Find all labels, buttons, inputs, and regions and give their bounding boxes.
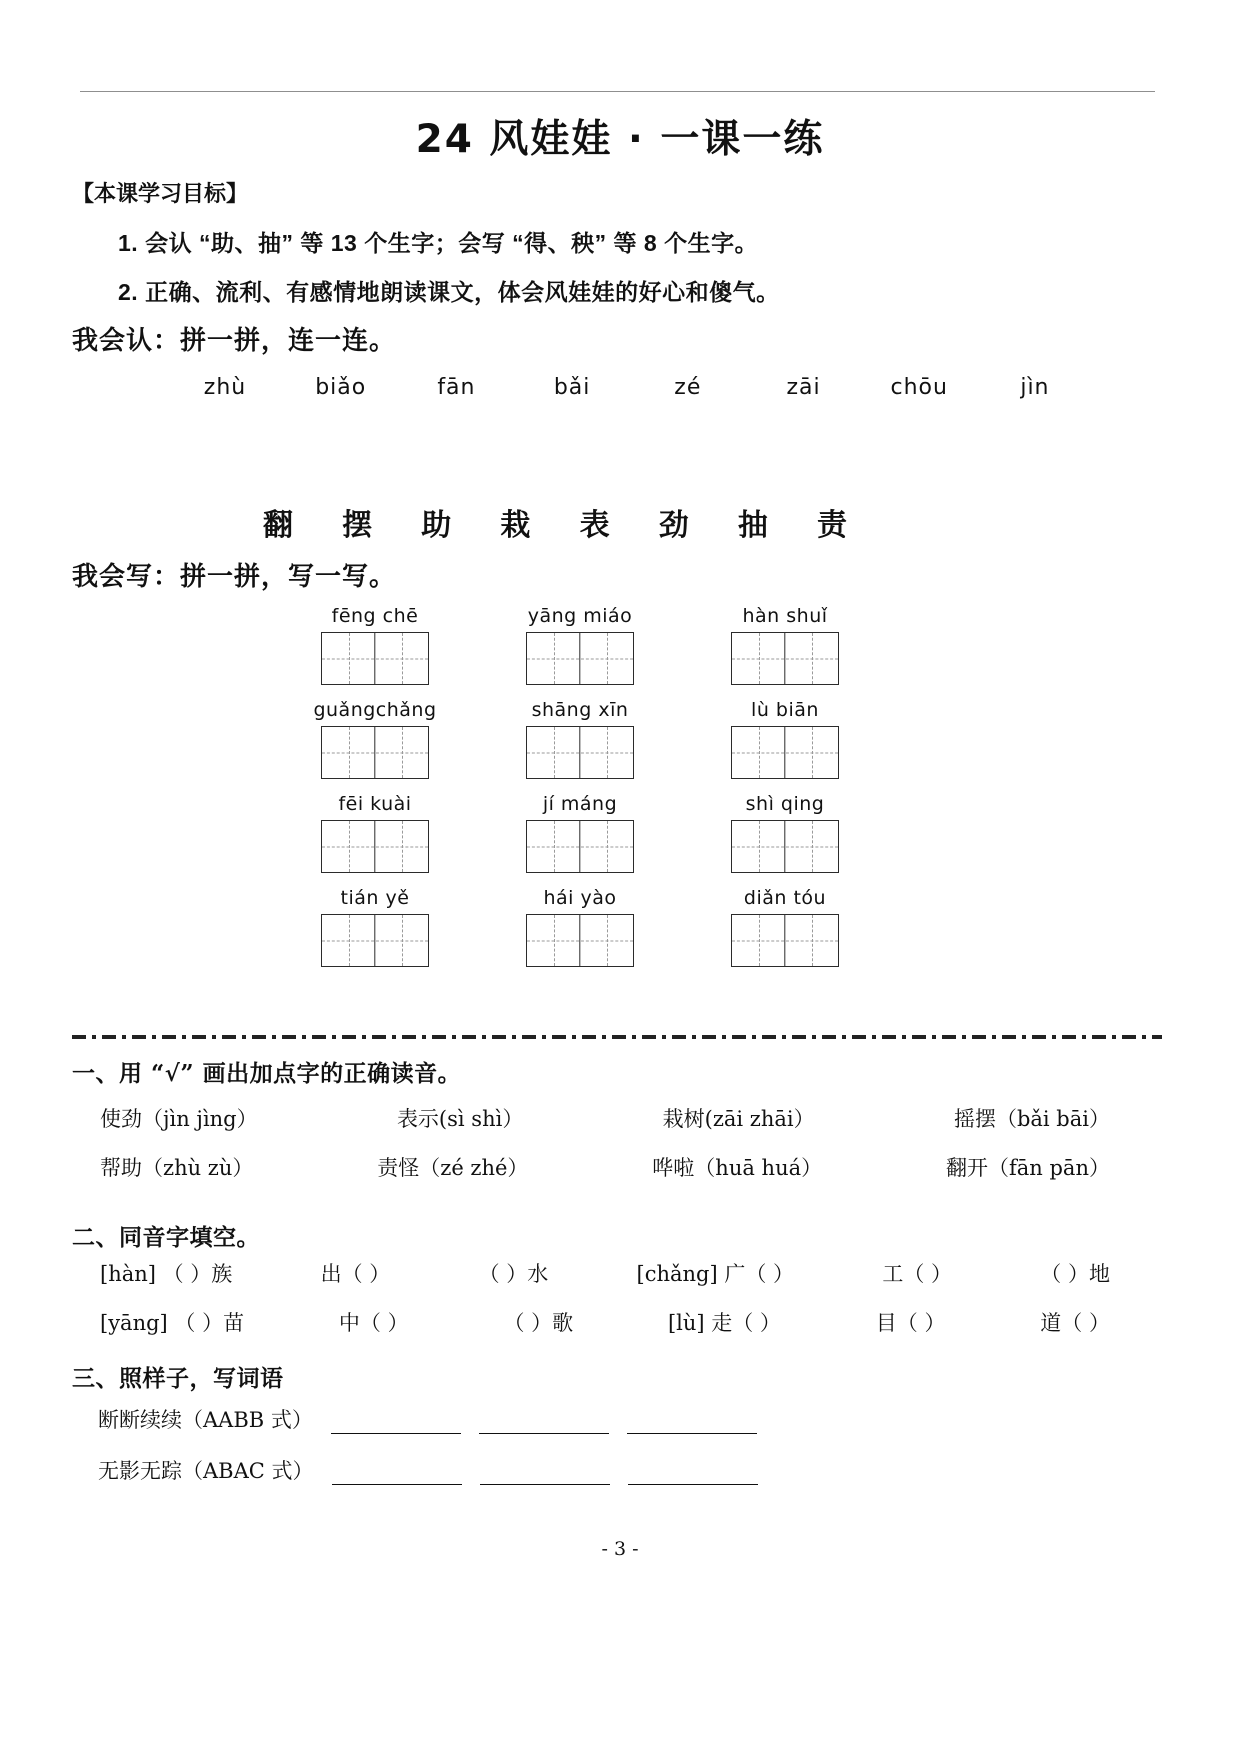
page-title: 24 风娃娃 · 一课一练 — [415, 117, 825, 162]
tianzi-vertical-guide-left — [759, 633, 760, 684]
tianzi-horizontal-guide — [732, 752, 838, 753]
word-pinyin-label: fēi kuài — [338, 793, 412, 815]
pinyin-item: zāi — [786, 375, 821, 400]
pinyin-item: biǎo — [315, 375, 367, 400]
tianzige-box[interactable] — [731, 726, 839, 779]
write-word-slot — [710, 699, 860, 779]
hanzi-item: 劲 — [658, 508, 689, 543]
tianzi-horizontal-guide — [527, 658, 633, 659]
tianzi-vertical-guide-right — [402, 633, 403, 684]
exercise-2-item[interactable]: 出（ ） — [320, 1262, 391, 1286]
tianzige-box[interactable] — [526, 820, 634, 873]
recognize-hanzi-row — [255, 500, 855, 544]
exercise-1-item[interactable]: 摇摆（bǎi bāi） — [953, 1107, 1110, 1131]
write-word-slot — [505, 605, 655, 685]
exercise-2-row — [100, 1258, 1110, 1288]
tianzige-box[interactable] — [731, 820, 839, 873]
exercise-2-item[interactable]: 目（ ） — [875, 1311, 946, 1335]
exercise-2-heading: 二、同音字填空。 — [72, 1224, 260, 1251]
tianzi-vertical-guide-right — [812, 727, 813, 778]
write-section-label: 我会写：拼一拼，写一写。 — [72, 562, 397, 592]
tianzige-box[interactable] — [526, 632, 634, 685]
exercise-2-item[interactable]: 工（ ） — [882, 1262, 953, 1286]
exercise-1-row — [100, 1103, 1110, 1133]
word-pinyin-label: diǎn tóu — [743, 887, 827, 909]
exercise-2-item[interactable]: （ ）地 — [1040, 1262, 1110, 1286]
write-word-slot — [710, 605, 860, 685]
exercise-2-item[interactable]: [lù] 走（ ） — [667, 1311, 781, 1335]
exercise-2-item[interactable]: [hàn] （ ）族 — [100, 1262, 233, 1286]
tianzi-horizontal-guide — [527, 846, 633, 847]
write-word-slot — [300, 699, 450, 779]
exercise-1-item[interactable]: 表示(sì shì） — [396, 1107, 524, 1131]
tianzi-vertical-guide-right — [812, 633, 813, 684]
pinyin-item: zé — [674, 375, 702, 400]
tianzi-vertical-guide-left — [349, 915, 350, 966]
hanzi-item: 栽 — [500, 508, 531, 543]
exercise-1-item[interactable]: 帮助（zhù zù） — [100, 1156, 254, 1180]
word-pinyin-label: fēng chē — [331, 605, 419, 627]
exercise-1-row — [100, 1152, 1110, 1182]
tianzige-box[interactable] — [321, 820, 429, 873]
tianzi-horizontal-guide — [322, 752, 428, 753]
word-pinyin-label: shì qing — [745, 793, 825, 815]
pinyin-item: jìn — [1020, 375, 1050, 400]
pinyin-item: chōu — [890, 375, 948, 400]
tianzi-vertical-guide-left — [554, 821, 555, 872]
pinyin-item: fān — [437, 375, 476, 400]
hanzi-item: 抽 — [737, 508, 768, 543]
exercise-2-item[interactable]: [chǎng] 广（ ） — [636, 1262, 795, 1286]
exercise-3-pattern-label: 断断续续（AABB 式） — [98, 1408, 313, 1432]
tianzi-vertical-guide-right — [402, 821, 403, 872]
answer-blank[interactable] — [480, 1462, 610, 1485]
word-pinyin-label: hái yào — [543, 887, 617, 909]
exercise-3-row — [98, 1455, 758, 1485]
answer-blank[interactable] — [332, 1462, 462, 1485]
tianzi-vertical-guide-left — [554, 915, 555, 966]
page-number: - 3 - — [601, 1538, 639, 1560]
write-grid-row — [300, 605, 860, 685]
exercise-2-item[interactable]: （ ）歌 — [503, 1311, 574, 1335]
objective-item-1: 1. 会认 “助、抽” 等 13 个生字；会写 “得、秧” 等 8 个生字。 — [118, 230, 759, 256]
tianzi-vertical-guide-right — [607, 727, 608, 778]
tianzi-vertical-guide-right — [402, 727, 403, 778]
exercise-1-item[interactable]: 使劲（jìn jìng） — [100, 1107, 258, 1131]
write-word-slot — [505, 887, 655, 967]
exercise-1-item[interactable]: 翻开（fān pān） — [945, 1156, 1110, 1180]
answer-blank[interactable] — [627, 1411, 757, 1434]
answer-blank[interactable] — [331, 1411, 461, 1434]
hanzi-item: 表 — [579, 508, 610, 543]
tianzi-vertical-guide-right — [812, 915, 813, 966]
tianzi-horizontal-guide — [527, 940, 633, 941]
tianzi-horizontal-guide — [732, 940, 838, 941]
exercise-2-item[interactable]: [yāng] （ ）苗 — [100, 1311, 245, 1335]
tianzi-vertical-guide-left — [349, 821, 350, 872]
tianzi-vertical-guide-left — [349, 633, 350, 684]
exercise-3-heading: 三、照样子，写词语 — [72, 1365, 284, 1392]
write-word-slot — [505, 793, 655, 873]
pinyin-item: bǎi — [553, 375, 591, 400]
write-grid-row — [300, 793, 860, 873]
objectives-heading: 【本课学习目标】 — [72, 181, 249, 206]
word-pinyin-label: shāng xīn — [531, 699, 629, 721]
tianzi-horizontal-guide — [322, 658, 428, 659]
exercise-2-item[interactable]: 道（ ） — [1040, 1311, 1110, 1335]
write-word-slot — [505, 699, 655, 779]
word-pinyin-label: jí máng — [542, 793, 618, 815]
tianzige-box[interactable] — [321, 914, 429, 967]
tianzige-box[interactable] — [526, 726, 634, 779]
top-divider-rule — [80, 91, 1155, 92]
tianzi-horizontal-guide — [322, 940, 428, 941]
tianzi-vertical-guide-right — [812, 821, 813, 872]
write-word-slot — [300, 887, 450, 967]
tianzi-vertical-guide-left — [759, 727, 760, 778]
word-pinyin-label: guǎngchǎng — [313, 699, 437, 721]
tianzi-vertical-guide-right — [402, 915, 403, 966]
tianzi-horizontal-guide — [527, 752, 633, 753]
write-word-slot — [300, 605, 450, 685]
exercise-3-pattern-label: 无影无踪（ABAC 式） — [98, 1459, 314, 1483]
word-pinyin-label: hàn shuǐ — [742, 605, 828, 627]
hanzi-item: 摆 — [342, 508, 373, 543]
tianzi-vertical-guide-left — [554, 727, 555, 778]
hanzi-item: 翻 — [263, 508, 293, 543]
exercise-1-item[interactable]: 责怪（zé zhé） — [377, 1156, 529, 1180]
answer-blank[interactable] — [628, 1462, 758, 1485]
tianzi-horizontal-guide — [732, 846, 838, 847]
objective-item-2: 2. 正确、流利、有感情地朗读课文，体会风娃娃的好心和傻气。 — [118, 279, 780, 305]
word-pinyin-label: yāng miáo — [527, 605, 633, 627]
write-grid-area — [300, 605, 860, 981]
exercise-2-item[interactable]: 中（ ） — [338, 1311, 409, 1335]
hanzi-item: 责 — [816, 508, 847, 543]
exercise-2-item[interactable]: （ ）水 — [478, 1262, 549, 1286]
exercise-1-heading: 一、用 “√” 画出加点字的正确读音。 — [72, 1060, 462, 1087]
tianzi-vertical-guide-left — [759, 915, 760, 966]
exercise-3-row — [98, 1404, 757, 1434]
word-pinyin-label: tián yě — [340, 887, 410, 909]
tianzi-vertical-guide-left — [554, 633, 555, 684]
hanzi-item: 助 — [421, 508, 452, 543]
tianzi-vertical-guide-left — [349, 727, 350, 778]
tianzige-box[interactable] — [731, 914, 839, 967]
tianzige-box[interactable] — [321, 632, 429, 685]
tianzi-vertical-guide-right — [607, 633, 608, 684]
exercise-1-item[interactable]: 栽树(zāi zhāi） — [662, 1107, 815, 1131]
recognize-section-label: 我会认：拼一拼，连一连。 — [72, 326, 397, 356]
exercise-1-item[interactable]: 哗啦（huā huá） — [652, 1156, 823, 1180]
tianzi-vertical-guide-right — [607, 821, 608, 872]
tianzige-box[interactable] — [321, 726, 429, 779]
tianzi-vertical-guide-right — [607, 915, 608, 966]
exercise-2-row — [100, 1307, 1110, 1337]
word-pinyin-label: lù biān — [751, 699, 819, 721]
tianzi-horizontal-guide — [732, 658, 838, 659]
write-grid-row — [300, 887, 860, 967]
write-word-slot — [300, 793, 450, 873]
answer-blank[interactable] — [479, 1411, 609, 1434]
tianzige-box[interactable] — [731, 632, 839, 685]
write-grid-row — [300, 699, 860, 779]
pinyin-item: zhù — [203, 375, 247, 400]
dash-dot-separator — [72, 1035, 1162, 1039]
write-word-slot — [710, 793, 860, 873]
write-word-slot — [710, 887, 860, 967]
tianzi-vertical-guide-left — [759, 821, 760, 872]
recognize-pinyin-row — [190, 375, 1070, 400]
tianzi-horizontal-guide — [322, 846, 428, 847]
tianzige-box[interactable] — [526, 914, 634, 967]
